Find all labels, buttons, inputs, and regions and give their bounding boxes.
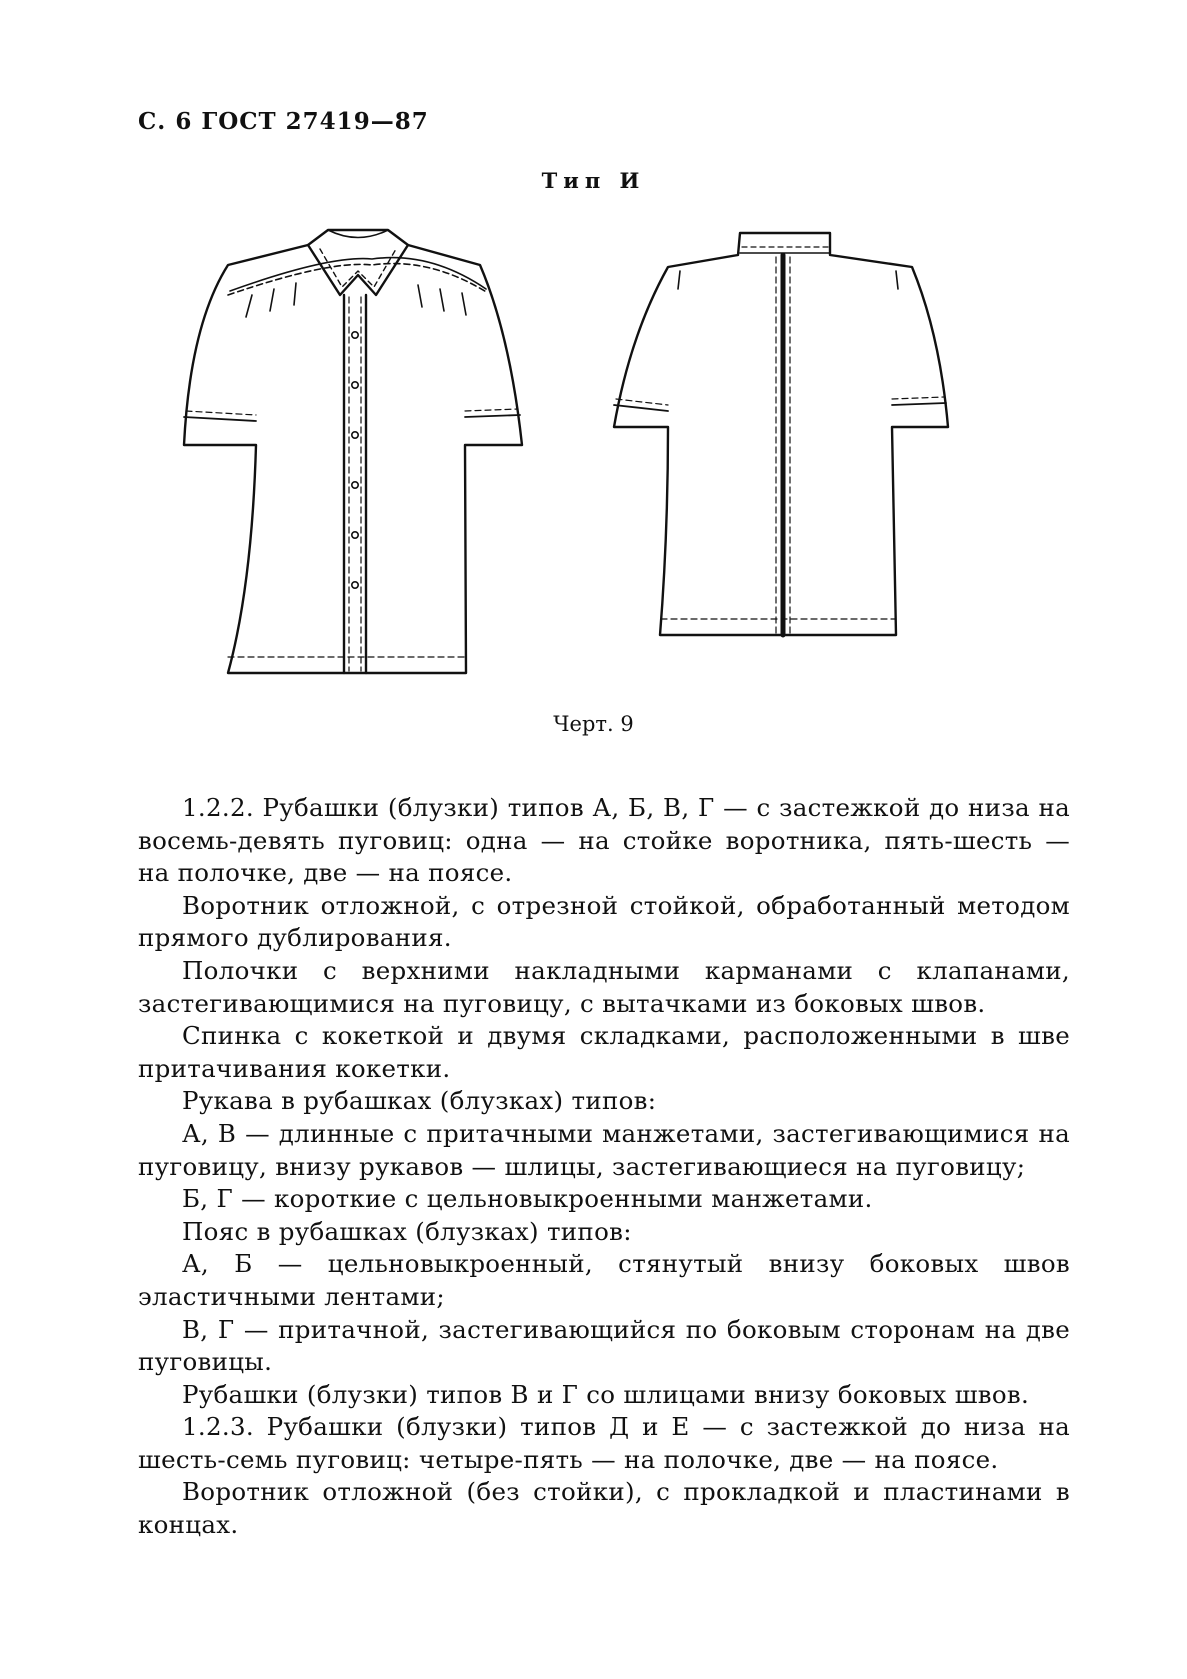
paragraph-1-2-2: 1.2.2. Рубашки (блузки) типов А, Б, В, Г — с застежкой до низа на восемь-девять пуговиц: одна — на стойке воротника, пять-шесть — на полочке, две — на поясе. — [138, 793, 1070, 888]
paragraph-sleeves-long: А, В — длинные с притачными манжетами, застегивающимися на пуговицу, внизу рукавов — шлицы, застегивающиеся на пуговицу; — [138, 1118, 1070, 1181]
body-text — [138, 792, 1070, 1542]
paragraph-collar-no-stand: Воротник отложной (без стойки), с прокладкой и пластинами в концах. — [138, 1477, 1070, 1540]
paragraph-sleeves-intro: Рукава в рубашках (блузках) типов: — [182, 1086, 657, 1116]
shirt-back-drawing — [614, 233, 948, 635]
paragraph-slits: Рубашки (блузки) типов В и Г со шлицами внизу боковых швов. — [182, 1379, 1030, 1409]
shirt-front-drawing — [184, 230, 522, 673]
paragraph-fronts: Полочки с верхними накладными карманами с клапанами, застегивающимися на пуговицу, с вытачками из боковых швов. — [138, 955, 1070, 1018]
page-header: С. 6 ГОСТ 27419—87 — [138, 108, 429, 135]
paragraph-1-2-3: 1.2.3. Рубашки (блузки) типов Д и Е — с застежкой до низа на шесть-семь пуговиц: четыре-пять — на полочке, две — на поясе. — [138, 1412, 1070, 1474]
paragraph-belt-cut: А, Б — цельновыкроенный, стянутый внизу боковых швов эластичными лентами; — [138, 1249, 1070, 1311]
paragraph-belt-attached: В, Г — притачной, застегивающийся по боковым сторонам на две пуговицы. — [138, 1314, 1070, 1377]
paragraph-sleeves-short: Б, Г — короткие с цельновыкроенными манжетами. — [182, 1184, 873, 1214]
figure-caption: Черт. 9 — [553, 712, 634, 736]
shirt-drawings — [180, 205, 1060, 695]
paragraph-back: Спинка с кокеткой и двумя складками, расположенными в шве притачивания кокетки. — [138, 1021, 1070, 1083]
paragraph-belt-intro: Пояс в рубашках (блузках) типов: — [182, 1216, 632, 1246]
type-title: Тип И — [541, 168, 646, 193]
paragraph-collar: Воротник отложной, с отрезной стойкой, обработанный методом прямого дублирования. — [138, 890, 1070, 953]
